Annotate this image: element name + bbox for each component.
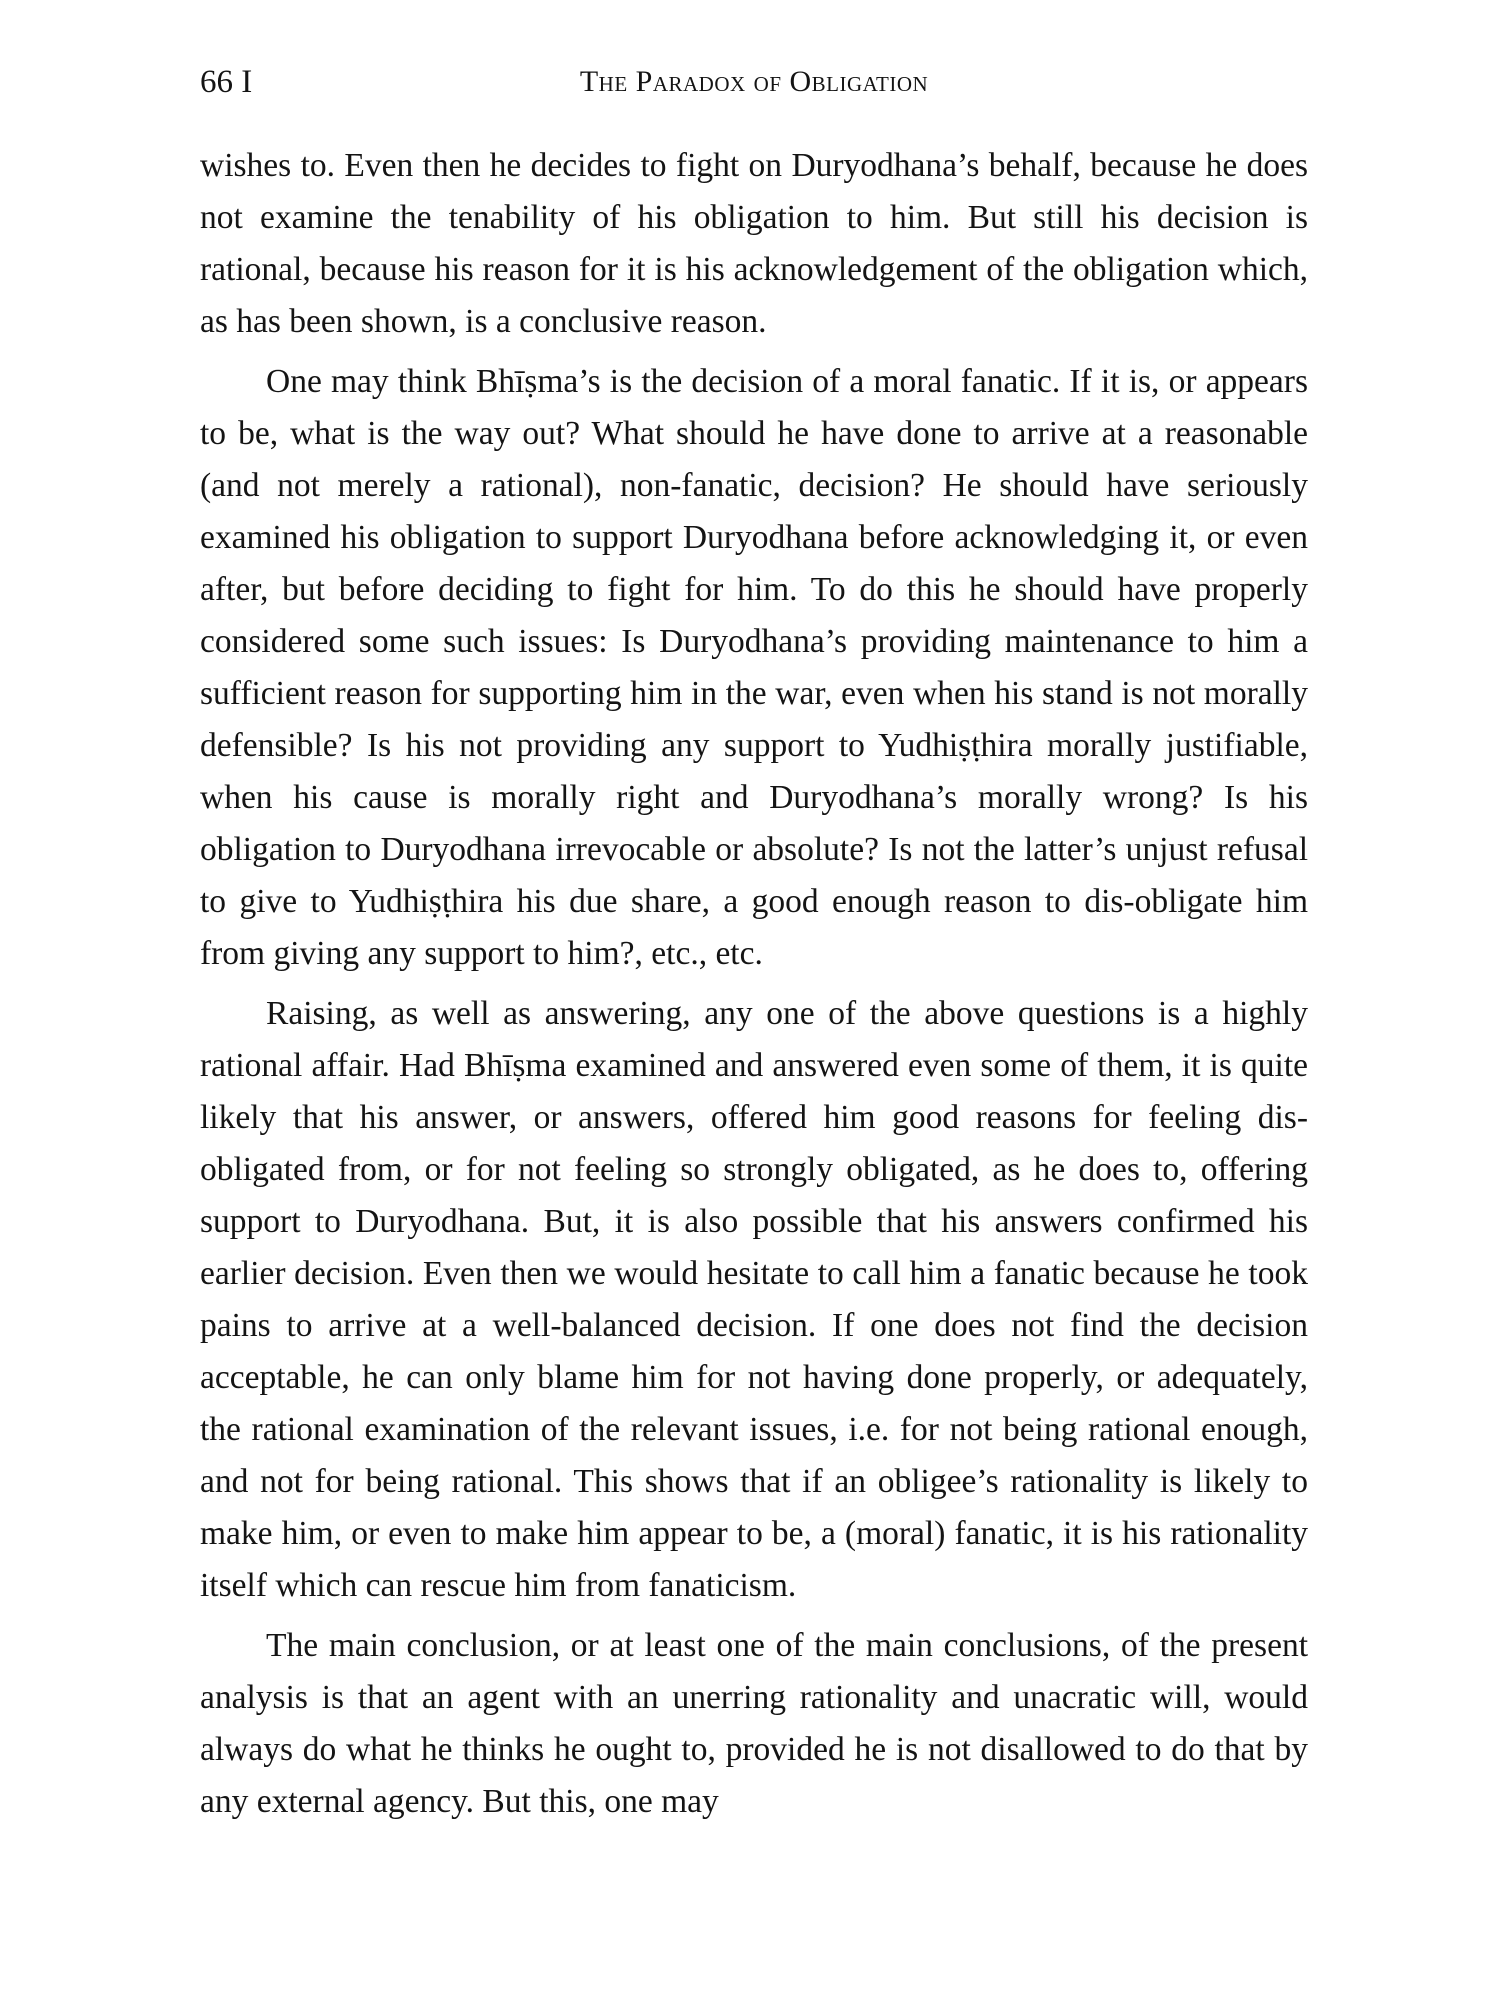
paragraph: Raising, as well as answering, any one of the above questions is a highly rational affair. Had Bhīṣma examined and answered even some of them, it is quite likely that his answer, or answers, offered him good reasons for feeling dis-obligated from, or for not feeling so strongly obligated, as he does to, offering support to Duryodhana. But, it is also possible that his answers confirmed his earlier decision. Even then we would hesitate to call him a fanatic because he took pains to arrive at a well-balanced decision. If one does not find the decision acceptable, he can only blame him for not having done properly, or adequately, the rational examination of the relevant issues, i.e. for not being rational enough, and not for being rational. This shows that if an obligee’s rationality is likely to make him, or even to make him appear to be, a (moral) fanatic, it is his rationality itself which can rescue him from fanaticism. <box>200 995 1308 1604</box>
body-text <box>200 140 1308 1828</box>
page-number: 66 I <box>200 64 253 100</box>
paragraph-continued: wishes to. Even then he decides to fight on Duryodhana’s behalf, because he does not examine the tenability of his obligation to him. But still his decision is rational, because his reason for it is his acknowledgement of the obligation which, as has been shown, is a conclusive reason. <box>200 147 1308 340</box>
running-head <box>200 62 1308 102</box>
book-title: The Paradox of Obligation <box>579 65 929 98</box>
paragraph: The main conclusion, or at least one of the main conclusions, of the present analysis is that an agent with an unerring rationality and unacratic will, would always do what he thinks he ought to, provided he is not disallowed to do that by any external agency. But this, one may <box>200 1627 1308 1820</box>
paragraph: One may think Bhīṣma’s is the decision of a moral fanatic. If it is, or appears to be, what is the way out? What should he have done to arrive at a reasonable (and not merely a rational), non-fanatic, decision? He should have seriously examined his obligation to support Duryodhana before acknowledging it, or even after, but before deciding to fight for him. To do this he should have properly considered some such issues: Is Duryodhana’s providing maintenance to him a sufficient reason for supporting him in the war, even when his stand is not morally defensible? Is his not providing any support to Yudhiṣṭhira morally justifiable, when his cause is morally right and Duryodhana’s morally wrong? Is his obligation to Duryodhana irrevocable or absolute? Is not the latter’s unjust refusal to give to Yudhiṣṭhira his due share, a good enough reason to dis-obligate him from giving any support to him?, etc., etc. <box>200 363 1308 972</box>
